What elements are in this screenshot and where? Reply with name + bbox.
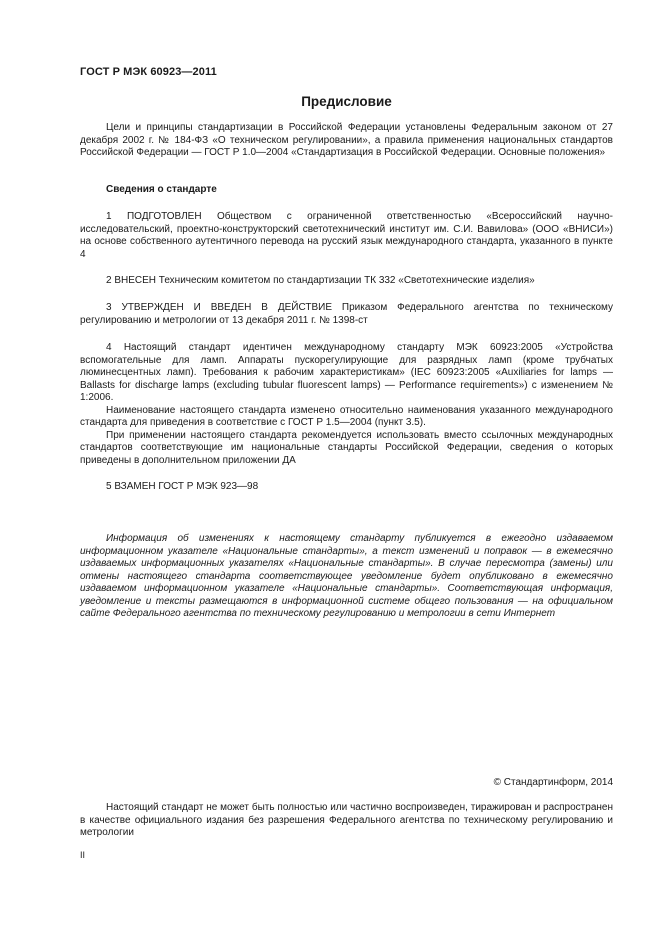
item-4-refs-paragraph: При применении настоящего стандарта рекомендуется использовать вместо ссылочных международных стандартов соответствующие им национальные стандарты Российской Федерации, сведения о которых приведены в дополнительном приложении ДА [80, 429, 613, 466]
item-4-section [80, 342, 613, 467]
footer-section [80, 802, 613, 840]
notice-section [80, 533, 613, 621]
item-3-paragraph: 3 УТВЕРЖДЕН И ВВЕДЕН В ДЕЙСТВИЕ Приказом Федерального агентства по техническому регулированию и метрологии от 13 декабря 2011 г. № 1398-ст [80, 302, 613, 326]
item-5-section [80, 481, 613, 494]
copyright-line: © Стандартинформ, 2014 [493, 777, 613, 788]
item-5-paragraph: 5 ВЗАМЕН ГОСТ Р МЭК 923—98 [106, 481, 259, 492]
info-heading: Сведения о стандарте [106, 184, 217, 195]
page-title: Предисловие [301, 94, 392, 109]
intro-section [80, 122, 613, 160]
footer-paragraph: Настоящий стандарт не может быть полностью или частично воспроизведен, тиражирован и распространен в качестве официального издания без разрешения Федерального агентства по техническому регулированию и метрологии [80, 802, 613, 838]
item-2-section [80, 275, 613, 288]
item-3-section [80, 302, 613, 327]
item-4-paragraph: 4 Настоящий стандарт идентичен международному стандарту МЭК 60923:2005 «Устройства вспомогательные для ламп. Аппараты пускорегулирующие для разрядных ламп (кроме трубчатых люминесцентных ламп). Требования к рабочим характеристикам» (IEC 60923:2005 «Auxiliaries for lamps — Ballasts for discharge lamps (excluding tubular fluorescent lamps) — Performance requirements») с изменением № 1:2006. [80, 342, 613, 403]
notice-paragraph: Информация об изменениях к настоящему стандарту публикуется в ежегодно издаваемом информационном указателе «Национальные стандарты», а текст изменений и поправок — в ежемесячно издаваемых информационных указателях «Национальные стандарты». В случае пересмотра (замены) или отмены настоящего стандарта соответствующее уведомление будет опубликовано в ежемесячно издаваемом информационном указателе «Национальные стандарты». Соответствующая информация, уведомление и тексты размещаются в информационной системе общего пользования — на официальном сайте Федерального агентства по техническому регулированию и метрологии в сети Интернет [80, 533, 613, 619]
item-1-section [80, 211, 613, 261]
item-2-paragraph: 2 ВНЕСЕН Техническим комитетом по стандартизации ТК 332 «Светотехнические изделия» [106, 275, 535, 286]
page-number: II [80, 850, 86, 860]
item-4-name-paragraph: Наименование настоящего стандарта изменено относительно наименования указанного международного стандарта для приведения в соответствие с ГОСТ Р 1.5—2004 (пункт 3.5). [80, 404, 613, 428]
item-1-paragraph: 1 ПОДГОТОВЛЕН Обществом с ограниченной ответственностью «Всероссийский научно-исследовательский, проектно-конструкторский светотехнический институт им. С.И. Вавилова» (ООО «ВНИСИ») на основе собственного аутентичного перевода на русский язык международного стандарта, указанного в пункте 4 [80, 211, 613, 260]
intro-paragraph: Цели и принципы стандартизации в Российской Федерации установлены Федеральным законом от 27 декабря 2002 г. № 184-ФЗ «О техническом регулировании», а правила применения национальных стандартов Российской Федерации — ГОСТ Р 1.0—2004 «Стандартизация в Российской Федерации. Основные положения» [80, 122, 613, 158]
standard-code-header: ГОСТ Р МЭК 60923—2011 [80, 66, 217, 78]
